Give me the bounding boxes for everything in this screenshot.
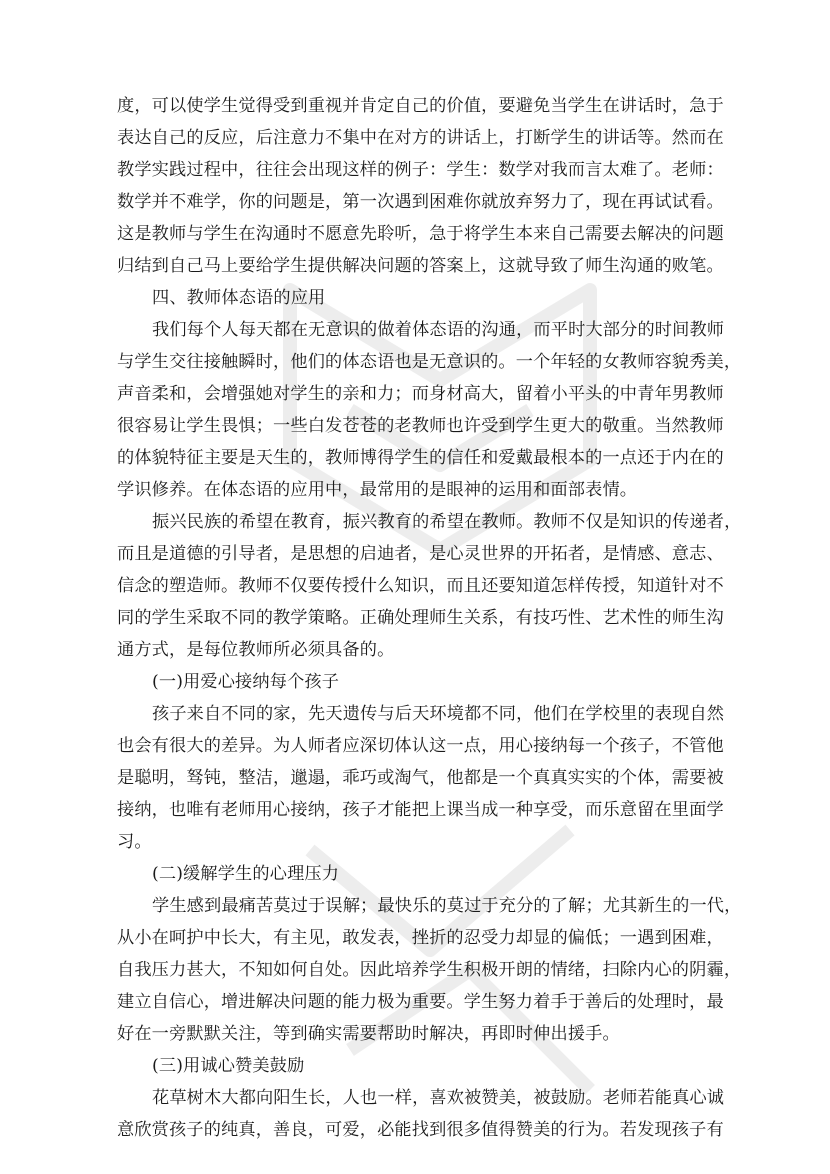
- paragraph-line: 习。: [117, 832, 152, 852]
- section-heading: [117, 666, 715, 698]
- paragraph-line: 同的学生采取不同的教学策略。正确处理师生关系，有技巧性、艺术性的师生沟: [117, 608, 724, 628]
- heading-text: (三)用诚心赞美鼓励: [152, 1056, 305, 1076]
- paragraph-line: 而且是道德的引导者，是思想的启迪者，是心灵世界的开拓者，是情感、意志、: [117, 544, 724, 564]
- paragraph-line: 学生感到最痛苦莫过于误解；最快乐的莫过于充分的了解；尤其新生的一代，: [152, 896, 742, 916]
- section-heading: [117, 858, 715, 890]
- paragraph-line: 很容易让学生畏惧；一些白发苍苍的老教师也许受到学生更大的敬重。当然教师: [117, 416, 724, 436]
- paragraph-line: 自我压力甚大，不知如何自处。因此培养学生积极开朗的情绪，扫除内心的阴霾，: [117, 960, 742, 980]
- paragraph-line: 接纳，也唯有老师用心接纳，孩子才能把上课当成一种享受，而乐意留在里面学: [117, 800, 724, 820]
- paragraph: [117, 314, 742, 506]
- paragraph-line: 归结到自己马上要给学生提供解决问题的答案上，这就导致了师生沟通的败笔。: [117, 256, 724, 276]
- paragraph-line: 这是教师与学生在沟通时不愿意先聆听，急于将学生本来自己需要去解决的问题: [117, 224, 724, 244]
- paragraph: [117, 698, 725, 858]
- heading-text: (一)用爱心接纳每个孩子: [152, 672, 340, 692]
- paragraph-line: 是聪明，驽钝，整洁，邋遢，乖巧或淘气，他都是一个真真实实的个体，需要被: [117, 768, 724, 788]
- paragraph: [117, 506, 742, 666]
- paragraph-line: 花草树木大都向阳生长，人也一样，喜欢被赞美，被鼓励。老师若能真心诚: [152, 1088, 725, 1108]
- heading-text: (二)缓解学生的心理压力: [152, 864, 340, 884]
- paragraph-line: 声音柔和，会增强她对学生的亲和力；而身材高大，留着小平头的中青年男教师: [117, 384, 724, 404]
- paragraph-line: 建立自信心，增进解决问题的能力极为重要。学生努力着手于善后的处理时，最: [117, 992, 724, 1012]
- paragraph: [117, 1082, 725, 1146]
- paragraph: [117, 90, 724, 282]
- section-heading: [117, 282, 715, 314]
- paragraph-line: 学识修养。在体态语的应用中，最常用的是眼神的运用和面部表情。: [117, 480, 638, 500]
- paragraph-line: 好在一旁默默关注，等到确实需要帮助时解决，再即时伸出援手。: [117, 1024, 620, 1044]
- paragraph-line: 孩子来自不同的家，先天遗传与后天环境都不同，他们在学校里的表现自然: [152, 704, 725, 724]
- paragraph-line: 我们每个人每天都在无意识的做着体态语的沟通，而平时大部分的时间教师: [152, 320, 725, 340]
- paragraph-line: 与学生交往接触瞬时，他们的体态语也是无意识的。一个年轻的女教师容貌秀美，: [117, 352, 742, 372]
- paragraph-line: 从小在呵护中长大，有主见，敢发表，挫折的忍受力却显的偏低；一遇到困难，: [117, 928, 724, 948]
- paragraph-line: 数学并不难学，你的问题是，第一次遇到困难你就放弃努力了，现在再试试看。: [117, 192, 724, 212]
- paragraph-line: 的体貌特征主要是天生的，教师博得学生的信任和爱戴最根本的一点还于内在的: [117, 448, 724, 468]
- paragraph-line: 度，可以使学生觉得受到重视并肯定自己的价值，要避免当学生在讲话时，急于: [117, 96, 724, 116]
- heading-text: 四、教师体态语的应用: [152, 288, 326, 308]
- paragraph-line: 意欣赏孩子的纯真，善良，可爱，必能找到很多值得赞美的行为。若发现孩子有: [117, 1120, 724, 1140]
- paragraph-line: 振兴民族的希望在教育，振兴教育的希望在教师。教师不仅是知识的传递者，: [152, 512, 742, 532]
- document-body: [117, 90, 742, 1146]
- section-heading: [117, 1050, 715, 1082]
- paragraph-line: 通方式，是每位教师所必须具备的。: [117, 640, 395, 660]
- paragraph-line: 信念的塑造师。教师不仅要传授什么知识，而且还要知道怎样传授，知道针对不: [117, 576, 724, 596]
- paragraph-line: 教学实践过程中，往往会出现这样的例子：学生：数学对我而言太难了。老师：: [117, 160, 724, 180]
- paragraph-line: 表达自己的反应，后注意力不集中在对方的讲话上，打断学生的讲话等。然而在: [117, 128, 724, 148]
- paragraph-line: 也会有很大的差异。为人师者应深切体认这一点，用心接纳每一个孩子，不管他: [117, 736, 724, 756]
- paragraph: [117, 890, 742, 1050]
